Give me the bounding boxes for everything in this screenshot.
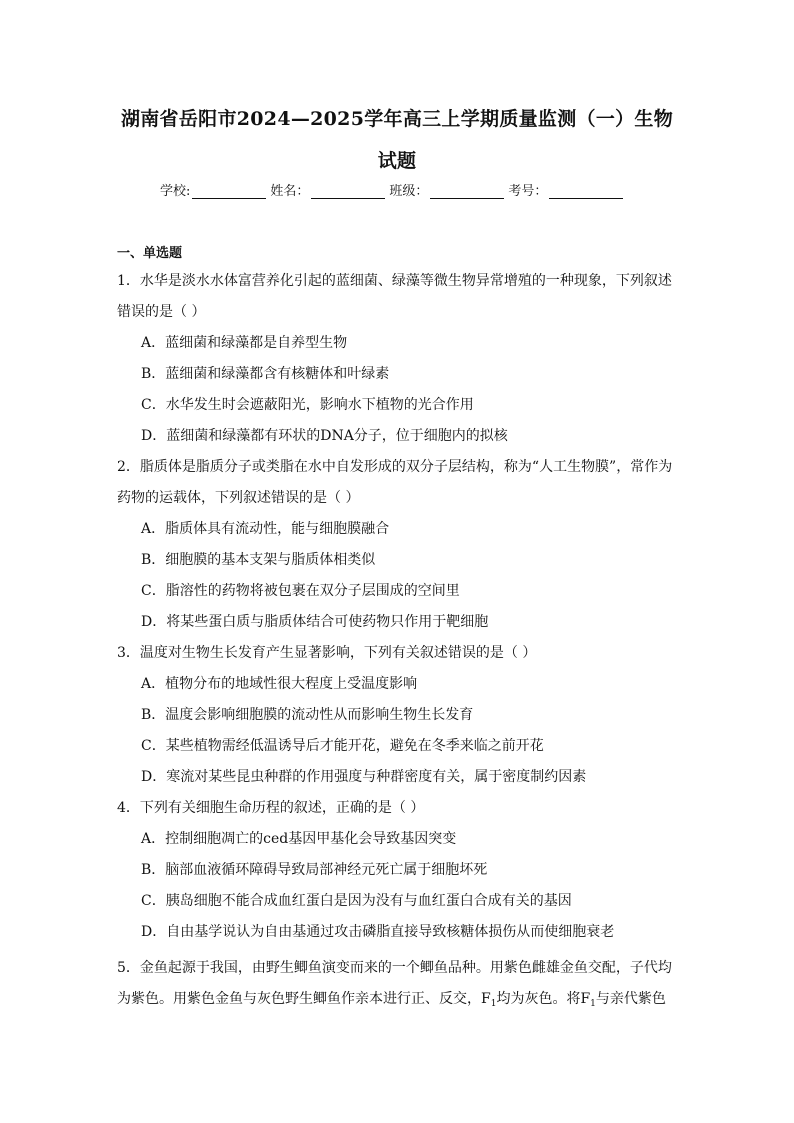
question-4-stem-line1: 4．下列有关细胞生命历程的叙述，正确的是（ ）: [117, 800, 425, 816]
question-1-stem-line1: 1．水华是淡水水体富营养化引起的蓝细菌、绿藻等微生物异常增殖的一种现象，下列叙述: [117, 273, 672, 289]
name-label: 姓名：: [270, 184, 310, 199]
name-blank[interactable]: [311, 184, 385, 199]
question-2-option-c[interactable]: C．脂溶性的药物将被包裹在双分子层围成的空间里: [141, 583, 460, 599]
question-5-stem-line2: [117, 988, 666, 1009]
question-2-option-d[interactable]: D．将某些蛋白质与脂质体结合可使药物只作用于靶细胞: [141, 614, 489, 630]
question-2-stem-line1: 2．脂质体是脂质分子或类脂在水中自发形成的双分子层结构，称为“人工生物膜”，常作为: [117, 459, 673, 475]
question-1-option-a[interactable]: A．蓝细菌和绿藻都是自养型生物: [141, 335, 348, 351]
question-4-option-a[interactable]: A．控制细胞凋亡的ced基因甲基化会导致基因突变: [141, 831, 457, 847]
section-heading: 一、单选题: [117, 246, 183, 261]
school-label: 学校:: [160, 184, 191, 199]
school-field: [160, 180, 266, 199]
exam-title-line2: 试题: [377, 150, 417, 172]
exam-number-label: 考号：: [508, 184, 548, 199]
f1-subscript-2: 1: [590, 999, 596, 1009]
question-1-option-d[interactable]: D．蓝细菌和绿藻都有环状的DNA分子，位于细胞内的拟核: [141, 428, 508, 444]
question-1-option-b[interactable]: B．蓝细菌和绿藻都含有核糖体和叶绿素: [141, 366, 390, 382]
exam-number-field: [508, 180, 623, 199]
question-4-option-c[interactable]: C．胰岛细胞不能合成血红蛋白是因为没有与血红蛋白合成有关的基因: [141, 893, 572, 909]
question-4-option-b[interactable]: B．脑部血液循环障碍导致局部神经元死亡属于细胞坏死: [141, 862, 488, 878]
question-1-stem-line2: 错误的是（ ）: [117, 304, 206, 320]
question-3-option-b[interactable]: B．温度会影响细胞膜的流动性从而影响生物生长发育: [141, 707, 474, 723]
exam-title-line1: 湖南省岳阳市2024—2025学年高三上学期质量监测（一）生物: [120, 108, 674, 130]
question-2-option-a[interactable]: A．脂质体具有流动性，能与细胞膜融合: [141, 521, 390, 537]
question-3-option-c[interactable]: C．某些植物需经低温诱导后才能开花，避免在冬季来临之前开花: [141, 738, 544, 754]
school-blank[interactable]: [192, 184, 266, 199]
student-info-row: [160, 180, 640, 199]
question-5-stem-line1: 5．金鱼起源于我国，由野生鲫鱼演变而来的一个鲫鱼品种。用紫色雌雄金鱼交配，子代均: [117, 960, 672, 976]
question-2-option-b[interactable]: B．细胞膜的基本支架与脂质体相类似: [141, 552, 376, 568]
name-field: [270, 180, 385, 199]
class-label: 班级：: [389, 184, 429, 199]
question-3-option-a[interactable]: A．植物分布的地域性很大程度上受温度影响: [141, 676, 418, 692]
class-blank[interactable]: [430, 184, 504, 199]
f1-subscript-1: 1: [490, 999, 497, 1009]
question-5-stem-line2-part-c: 与亲代紫色: [595, 991, 666, 1007]
question-2-stem-line2: 药物的运载体，下列叙述错误的是（ ）: [117, 490, 360, 506]
class-field: [389, 180, 504, 199]
question-3-stem-line1: 3．温度对生物生长发育产生显著影响，下列有关叙述错误的是（ ）: [117, 645, 537, 661]
exam-number-blank[interactable]: [549, 184, 623, 199]
question-4-option-d[interactable]: D．自由基学说认为自由基通过攻击磷脂直接导致核糖体损伤从而使细胞衰老: [141, 924, 615, 940]
question-5-stem-line2-part-b: 均为灰色。将F: [496, 991, 591, 1007]
question-3-option-d[interactable]: D．寒流对某些昆虫种群的作用强度与种群密度有关，属于密度制约因素: [141, 769, 587, 785]
question-5-stem-line2-part-a: 为紫色。用紫色金鱼与灰色野生鲫鱼作亲本进行正、反交，F: [117, 991, 491, 1007]
question-1-option-c[interactable]: C．水华发生时会遮蔽阳光，影响水下植物的光合作用: [141, 397, 474, 413]
